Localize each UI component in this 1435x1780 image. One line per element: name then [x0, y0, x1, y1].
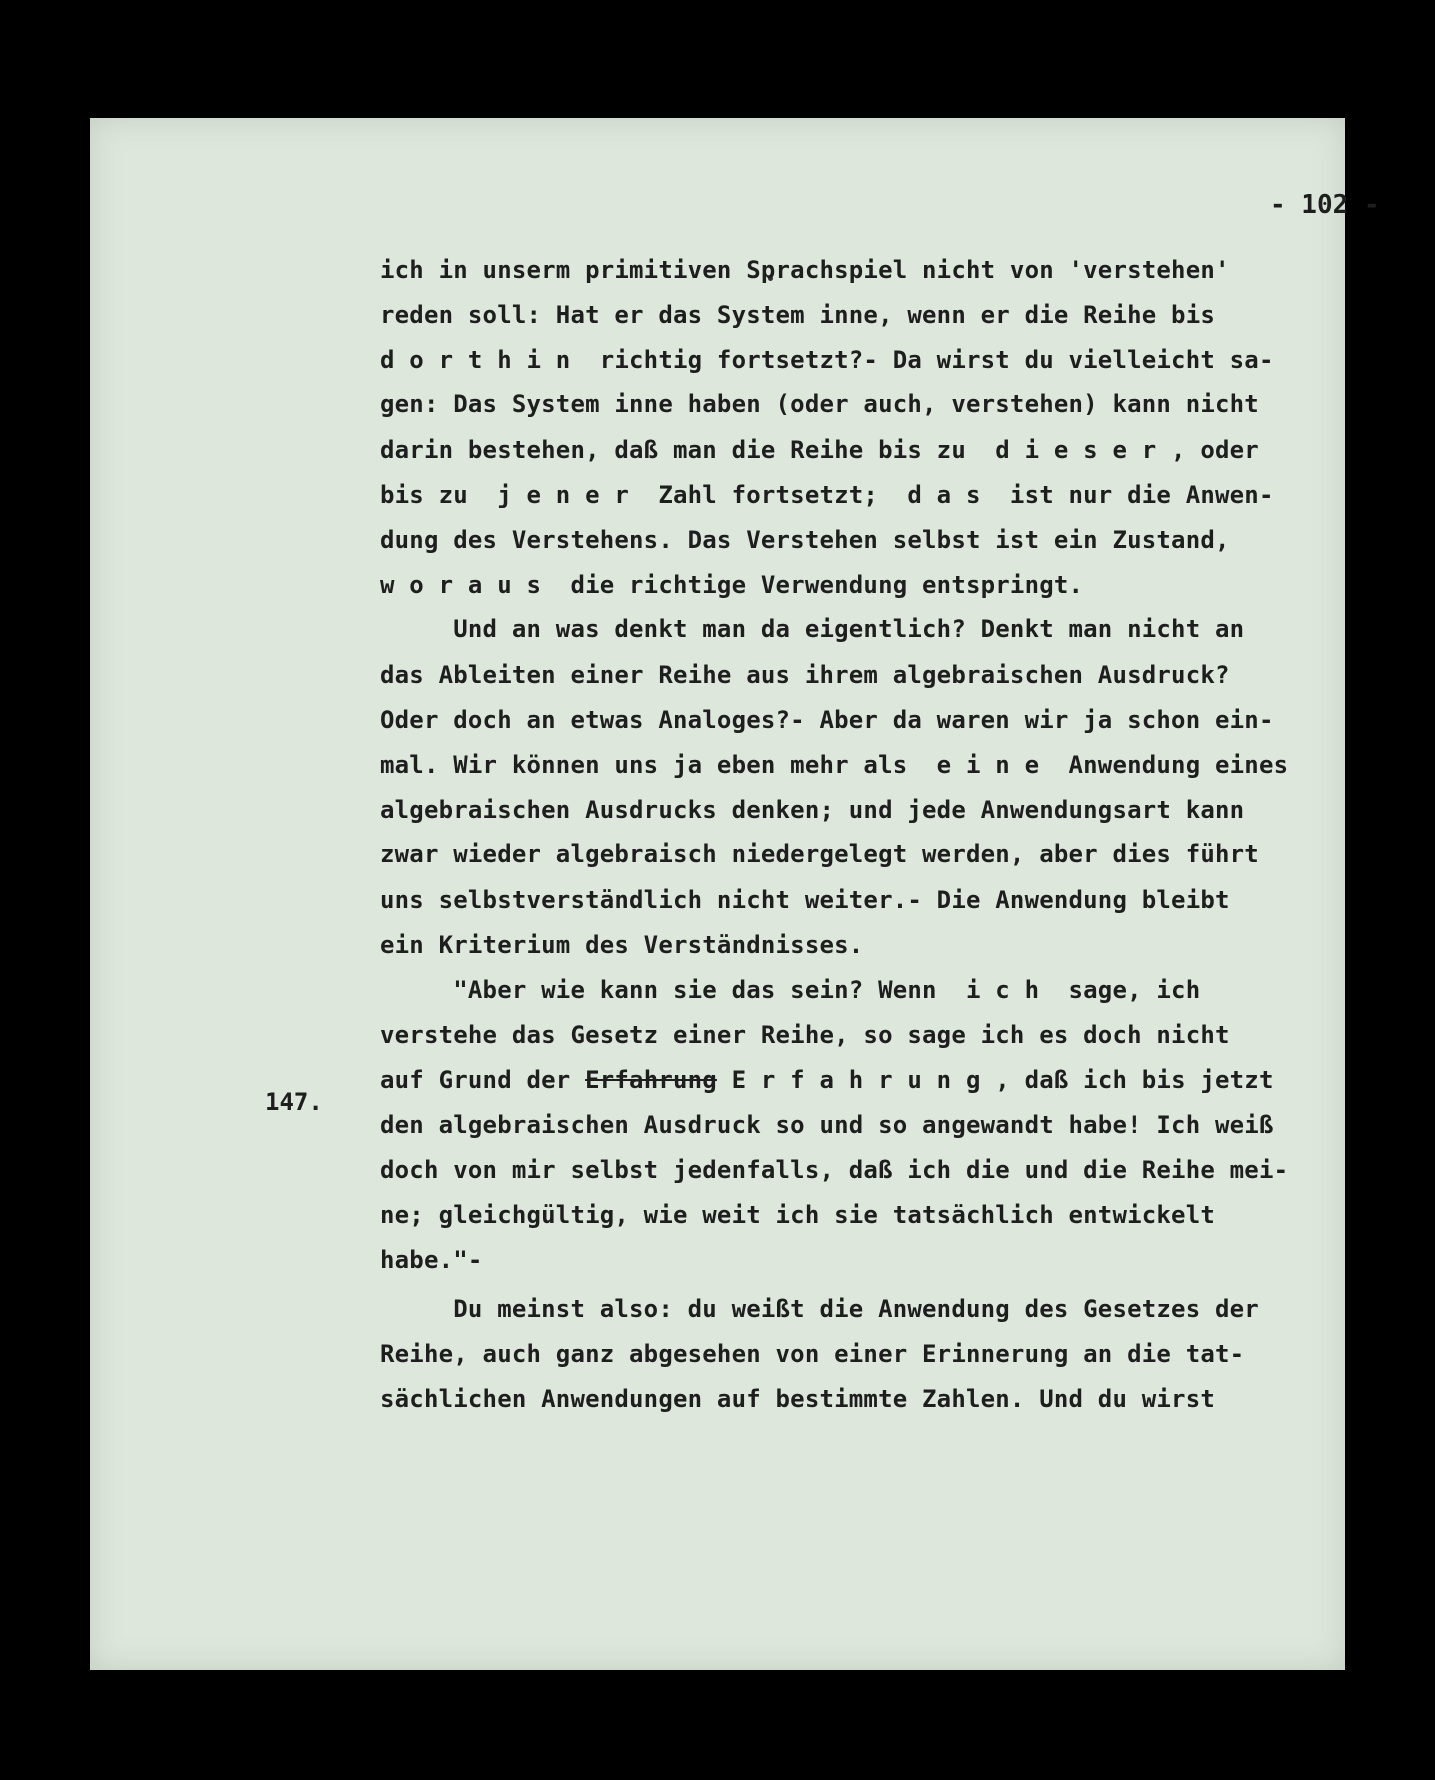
text-line: ein Kriterium des Verständnisses. [380, 931, 864, 959]
text-line: darin bestehen, daß man die Reihe bis zu d i e s e r , oder [380, 436, 1259, 464]
text-line: reden soll: Hat er das System inne, wenn er die Reihe bis [380, 301, 1216, 329]
text-line: algebraischen Ausdrucks denken; und jede Anwendungsart kann [380, 796, 1245, 824]
text-line: bis zu j e n e r Zahl fortsetzt; d a s ist nur die Anwen- [380, 481, 1274, 509]
text-line: "Aber wie kann sie das sein? Wenn i c h sage, ich [380, 976, 1201, 1004]
text-line: Oder doch an etwas Analoges?- Aber da waren wir ja schon ein- [380, 706, 1274, 734]
text-segment: auf Grund der [380, 1066, 586, 1094]
text-line: Und an was denkt man da eigentlich? Denkt man nicht an [380, 615, 1245, 643]
page-number: - 102 - [1270, 190, 1380, 220]
text-line: doch von mir selbst jedenfalls, daß ich die und die Reihe mei- [380, 1156, 1289, 1184]
text-line: mal. Wir können uns ja eben mehr als e i n e Anwendung eines [380, 751, 1289, 779]
struck-word: Erfahrung [585, 1066, 717, 1094]
text-line: Reihe, auch ganz abgesehen von einer Erinnerung an die tat- [380, 1340, 1245, 1368]
text-line: d o r t h i n richtig fortsetzt?- Da wirst du vielleicht sa- [380, 346, 1274, 374]
text-line: sächlichen Anwendungen auf bestimmte Zahlen. Und du wirst [380, 1385, 1216, 1413]
text-line: w o r a u s die richtige Verwendung entspringt. [380, 571, 1084, 599]
text-line: den algebraischen Ausdruck so und so angewandt habe! Ich weiß [380, 1111, 1274, 1139]
text-line: verstehe das Gesetz einer Reihe, so sage ich es doch nicht [380, 1021, 1230, 1049]
text-segment: E r f a h r u n g , daß ich bis jetzt [716, 1066, 1274, 1094]
text-line: uns selbstverständlich nicht weiter.- Die Anwendung bleibt [380, 886, 1230, 914]
text-line: dung des Verstehens. Das Verstehen selbst ist ein Zustand, [380, 526, 1230, 554]
text-line: habe."- [380, 1246, 483, 1274]
text-line: ich in unserm primitiven Sprachspiel nicht von 'verstehen' [380, 256, 1230, 284]
text-line: Du meinst also: du weißt die Anwendung des Gesetzes der [380, 1295, 1259, 1323]
text-line: gen: Das System inne haben (oder auch, verstehen) kann nicht [380, 390, 1259, 418]
text-line: ne; gleichgültig, wie weit ich sie tatsächlich entwickelt [380, 1201, 1216, 1229]
text-line: das Ableiten einer Reihe aus ihrem algebraischen Ausdruck? [380, 661, 1230, 689]
paragraph-number: 147. [265, 1088, 323, 1116]
typescript-page [90, 118, 1380, 1670]
text-line-with-correction [380, 1066, 1274, 1094]
text-line: zwar wieder algebraisch niedergelegt werden, aber dies führt [380, 840, 1259, 868]
